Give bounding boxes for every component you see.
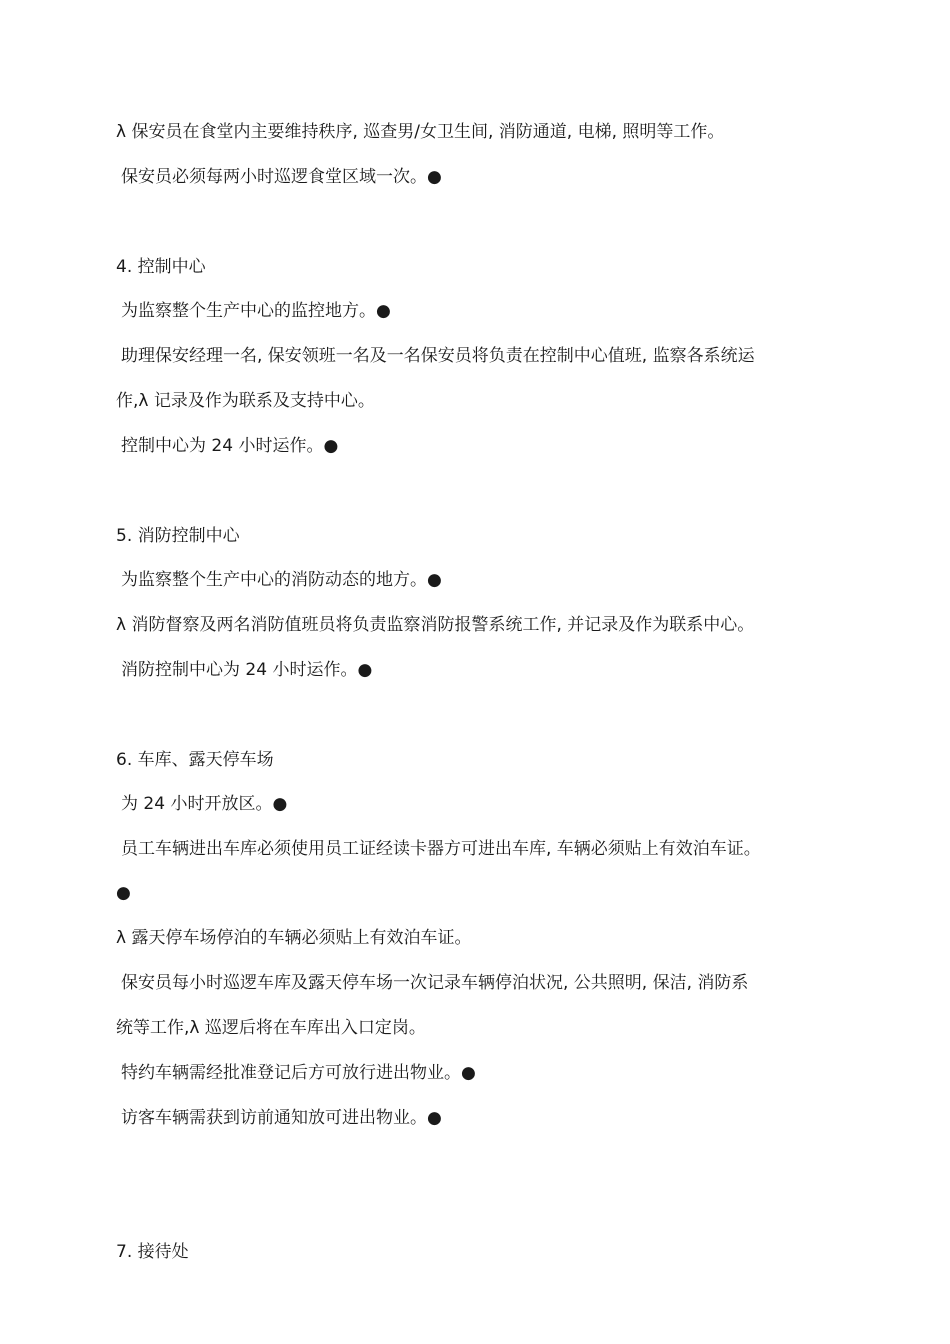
garage-patrol-line-2: 统等工作,λ 巡逻后将在车库出入口定岗。 (116, 1018, 426, 1038)
section-6-heading: 6. 车库、露天停车场 (116, 750, 274, 770)
canteen-duty-line: λ 保安员在食堂内主要维持秩序, 巡查男/女卫生间, 消防通道, 电梯, 照明等工作。 (116, 122, 725, 142)
control-center-staff-line-1: 助理保安经理一名, 保安领班一名及一名保安员将负责在控制中心值班, 监察各系统运 (121, 346, 755, 366)
open-parking-permit: λ 露天停车场停泊的车辆必须贴上有效泊车证。 (116, 928, 472, 948)
control-center-staff-line-2: 作,λ 记录及作为联系及支持中心。 (116, 391, 375, 411)
fire-control-hours: 消防控制中心为 24 小时运作。● (121, 660, 373, 680)
section-5-heading: 5. 消防控制中心 (116, 526, 240, 546)
garage-staff-vehicles: 员工车辆进出车库必须使用员工证经读卡器方可进出车库, 车辆必须贴上有效泊车证。 (121, 839, 761, 859)
special-vehicles: 特约车辆需经批准登记后方可放行进出物业。● (121, 1063, 476, 1083)
garage-patrol-line-1: 保安员每小时巡逻车库及露天停车场一次记录车辆停泊状况, 公共照明, 保洁, 消防系 (121, 973, 749, 993)
garage-open-hours: 为 24 小时开放区。● (121, 794, 288, 814)
canteen-patrol-line: 保安员必须每两小时巡逻食堂区域一次。● (121, 167, 442, 187)
section-7-heading: 7. 接待处 (116, 1242, 189, 1262)
bullet-marker: ● (116, 883, 131, 903)
fire-control-staff: λ 消防督察及两名消防值班员将负责监察消防报警系统工作, 并记录及作为联系中心。 (116, 615, 755, 635)
fire-control-purpose: 为监察整个生产中心的消防动态的地方。● (121, 570, 442, 590)
visitor-vehicles: 访客车辆需获到访前通知放可进出物业。● (121, 1108, 442, 1128)
section-4-heading: 4. 控制中心 (116, 257, 206, 277)
control-center-purpose: 为监察整个生产中心的监控地方。● (121, 301, 391, 321)
control-center-hours: 控制中心为 24 小时运作。● (121, 436, 339, 456)
